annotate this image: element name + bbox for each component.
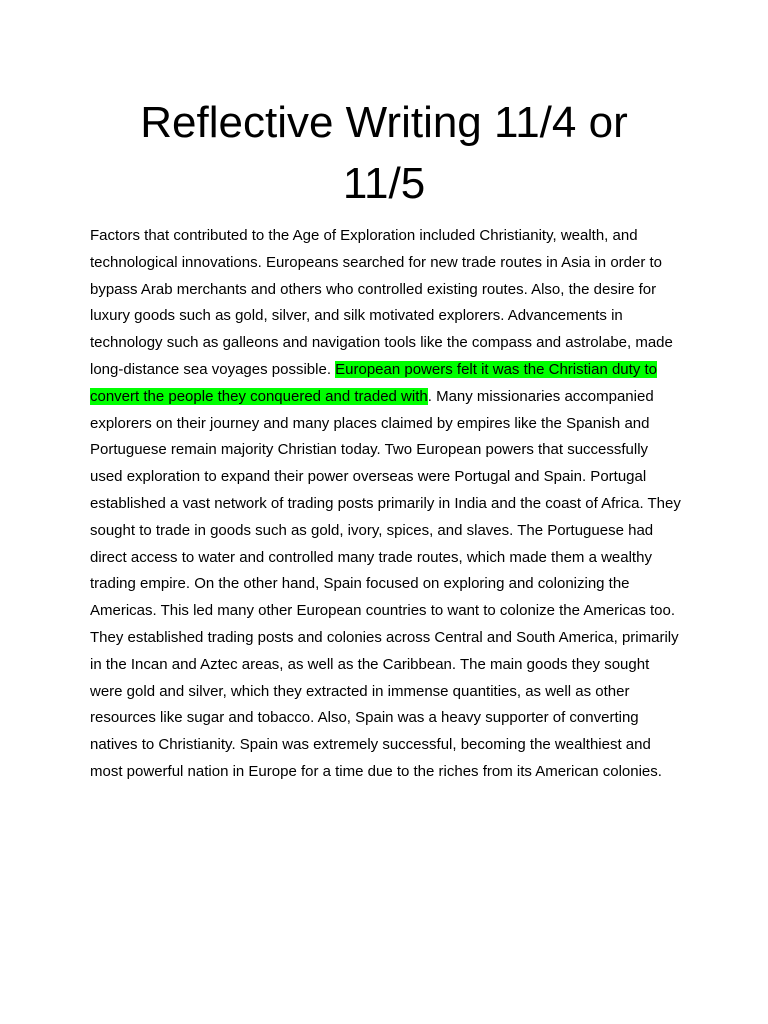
paragraph-text-start: Factors that contributed to the Age of Exploration included Christianity, wealth, and technological innovations. Europeans searched for new trade routes in Asia in order to bypass Arab merchants and others who controlled existing routes. Also, the desire for luxury goods such as gold, silver, and silk motivated explorers. Advancements in technology such as galleons and navigation tools like the compass and astrolabe, made long-distance sea voyages possible. — [90, 227, 673, 378]
document-title: Reflective Writing 11/4 or 11/5 — [140, 98, 628, 208]
paragraph-text-end: . Many missionaries accompanied explorers on their journey and many places claimed by empires like the Spanish and Portuguese remain majority Christian today. Two European powers that successfully used exploration to expand their power overseas were Portugal and Spain. Portugal established a vast network of trading posts primarily in India and the coast of Africa. They sought to trade in goods such as gold, ivory, spices, and slaves. The Portuguese had direct access to water and controlled many trade routes, which made them a wealthy trading empire. On the other hand, Spain focused on exploring and colonizing the Americas. This led many other European countries to want to colonize the Americas too. They established trading posts and colonies across Central and South America, primarily in the Incan and Aztec areas, as well as the Caribbean. The main goods they sought were gold and silver, which they extracted in immense quantities, as well as other resources like sugar and tobacco. Also, Spain was a heavy supporter of converting natives to Christianity. Spain was extremely successful, becoming the wealthiest and most powerful nation in Europe for a time due to the riches from its American colonies. — [90, 387, 681, 780]
body-paragraph — [90, 223, 682, 786]
highlighted-text: European powers felt it was the Christian duty to convert the people they conquered and traded with — [90, 360, 657, 405]
